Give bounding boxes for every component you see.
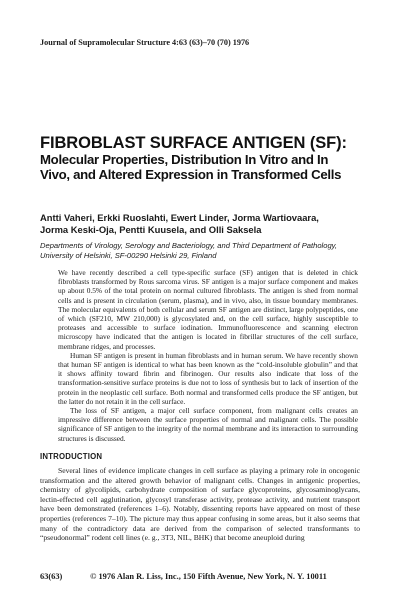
authors-line-1: Antti Vaheri, Erkki Ruoslahti, Ewert Linder, Jorma Wartiovaara,	[40, 212, 319, 223]
affiliation	[40, 241, 370, 261]
abstract	[58, 268, 358, 443]
abstract-paragraph-2: Human SF antigen is present in human fibroblasts and in human serum. We have recently shown that human SF antigen is identical to what has been known as the “cold-insoluble globulin” and that it shows affinity toward fibrin and fibrinogen. Our results also indicate that loss of the transformation-sensitive surface proteins is due not to loss of synthesis but to lack of insertion of the protein in the neoplastic cell surface. Both normal and transformed cells produce the SF antigen, but the latter do not retain it in the cell surface.	[58, 350, 358, 406]
article-title	[40, 135, 370, 183]
introduction-paragraph-1: Several lines of evidence implicate changes in cell surface as playing a primary role in oncogenic transformation and the altered growth behavior of malignant cells. Changes in antigenic properties, chemistry of glycolipids, carbohydrate composition of surface glycoproteins, glycosaminoglycans, lectin-effected cell agglutination, glycosyl transferase activity, protease activity, and nutrient transport have been demonstrated (references 1–6). Notably, dissenting reports have appeared on most of these properties (references 7–10). The picture may thus appear confusing in some areas, but it also seems that many of the contradictory data are derived from the comparison of selected transformants to “pseudonormal” rodent cell lines (e. g., 3T3, NIL, BHK) that become aneuploid during	[40, 466, 360, 543]
introduction-body	[40, 466, 360, 543]
abstract-paragraph-1: We have recently described a cell type-specific surface (SF) antigen that is deleted in chick fibroblasts transformed by Rous sarcoma virus. SF antigen is a major surface component and makes up about 0.5% of the total protein on normal cultured fibroblasts. The antigen is shed from normal cells and is present in circulation (serum, plasma), and in vivo, also, in tissue boundary membranes. The molecular equivalents of both cellular and serum SF antigen are distinct, large polypeptides, one of which (SF210, MW 210,000) is glycosylated and, on the cell surface, highly susceptible to proteases and accessible to surface iodination. Immunofluorescence and scanning electron microscopy have indicated that the antigen is located in fibrillar structures of the cell surface, membrane ridges, and processes.	[58, 268, 358, 351]
introduction-heading: INTRODUCTION	[40, 452, 103, 461]
page-footer	[40, 572, 370, 581]
journal-header: Journal of Supramolecular Structure 4:63 (63)–70 (70) 1976	[40, 38, 250, 47]
title-line-1: FIBROBLAST SURFACE ANTIGEN (SF):	[40, 134, 347, 152]
authors-line-2: Jorma Keski-Oja, Pentti Kuusela, and Olli Saksela	[40, 224, 262, 235]
copyright-line: © 1976 Alan R. Liss, Inc., 150 Fifth Avenue, New York, N. Y. 10011	[90, 572, 327, 581]
abstract-paragraph-3: The loss of SF antigen, a major cell surface component, from malignant cells creates an impressive difference between the surface properties of normal and malignant cells. The possible significance of SF antigen to the integrity of the normal membrane and its interaction to surrounding structures is discussed.	[58, 406, 358, 443]
title-line-2: Molecular Properties, Distribution In Vitro and In	[40, 151, 329, 167]
title-line-3: Vivo, and Altered Expression in Transformed Cells	[40, 167, 342, 182]
page-number: 63(63)	[40, 572, 63, 581]
affiliation-line-2: University of Helsinki, SF-00290 Helsinki 29, Finland	[40, 251, 217, 260]
affiliation-line-1: Departments of Virology, Serology and Bacteriology, and Third Department of Pathology,	[40, 241, 338, 250]
author-list	[40, 212, 370, 236]
